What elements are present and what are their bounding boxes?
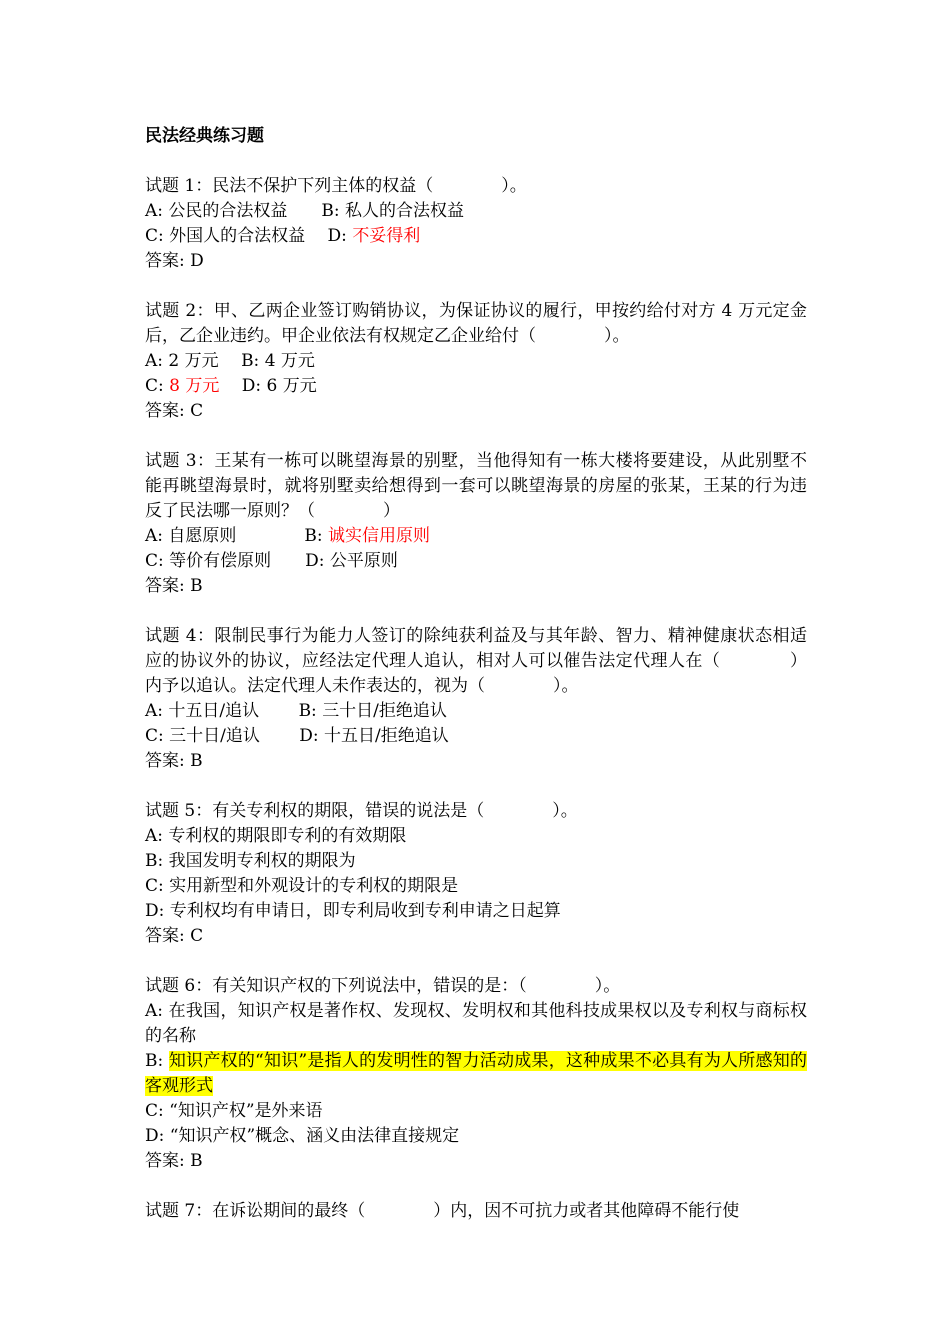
highlighted-option-text: 知识产权的“知识”是指人的发明性的智力活动成果，这种成果不必具有为人所感知的客观形式 xyxy=(145,1051,808,1096)
option-text-red: 诚实信用原则 xyxy=(328,526,431,546)
question-5 xyxy=(145,799,807,949)
answer-line: 答案: B xyxy=(145,751,203,771)
options-row xyxy=(145,374,807,399)
option-label: D: xyxy=(305,551,330,571)
option-label: D: xyxy=(327,226,353,246)
option-label: A: xyxy=(145,701,169,721)
options-row xyxy=(145,724,807,749)
document-title: 民法经典练习题 xyxy=(145,126,264,146)
option-text: 公民的合法权益 xyxy=(168,201,288,221)
option-gap xyxy=(219,351,241,371)
question-stem: 试题 4：限制民事行为能力人签订的除纯获利益及与其年龄、智力、精神健康状态相适应的协议外的协议，应经法定代理人追认，相对人可以催告法定代理人在（ ）内予以追认。法定代理人未作表达的，视为（ ）。 xyxy=(145,626,807,696)
question-4 xyxy=(145,624,807,774)
option-label: B: xyxy=(241,351,265,371)
option-text: 2 万元 xyxy=(168,351,219,371)
option-gap xyxy=(219,376,241,396)
option-label: A: xyxy=(145,201,169,221)
option-b xyxy=(145,1049,807,1099)
option-gap xyxy=(259,701,298,721)
option-gap xyxy=(236,526,304,546)
option-text: 外国人的合法权益 xyxy=(169,226,306,246)
answer-line: 答案: D xyxy=(145,251,204,271)
answer-line: 答案: C xyxy=(145,926,204,946)
option-text: 三十日/追认 xyxy=(169,726,260,746)
question-stem: 试题 3：王某有一栋可以眺望海景的别墅，当他得知有一栋大楼将要建设，从此别墅不能再眺望海景时，就将别墅卖给想得到一套可以眺望海景的房屋的张某，王某的行为违反了民法哪一原则？（ ） xyxy=(145,451,807,521)
options-row xyxy=(145,549,807,574)
option-text: 十五日/追认 xyxy=(168,701,260,721)
question-2 xyxy=(145,299,807,424)
option-label: B: xyxy=(321,201,346,221)
option-label: B: xyxy=(145,1051,169,1071)
answer-line: 答案: C xyxy=(145,401,204,421)
option-text-red: 8 万元 xyxy=(169,376,220,396)
option-label: C: xyxy=(145,726,170,746)
answer-line: 答案: B xyxy=(145,576,203,596)
option-gap xyxy=(260,726,299,746)
option-text: 自愿原则 xyxy=(168,526,237,546)
option-gap xyxy=(305,226,327,246)
option-text: 6 万元 xyxy=(266,376,317,396)
question-1 xyxy=(145,174,807,274)
option-a: A: 在我国，知识产权是著作权、发现权、发明权和其他科技成果权以及专利权与商标权的名称 xyxy=(145,1001,807,1046)
option-text: 等价有偿原则 xyxy=(169,551,272,571)
option-text: 私人的合法权益 xyxy=(345,201,465,221)
question-stem: 试题 2：甲、乙两企业签订购销协议，为保证协议的履行，甲按约给付对方 4 万元定金后，乙企业违约。甲企业依法有权规定乙企业给付（ ）。 xyxy=(145,301,807,346)
options-row xyxy=(145,224,807,249)
option-a: A: 专利权的期限即专利的有效期限 xyxy=(145,826,407,846)
option-b: B: 我国发明专利权的期限为 xyxy=(145,851,356,871)
option-label: A: xyxy=(145,351,169,371)
option-label: C: xyxy=(145,226,170,246)
option-text: 公平原则 xyxy=(329,551,398,571)
options-row xyxy=(145,699,807,724)
option-label: C: xyxy=(145,551,170,571)
option-gap xyxy=(287,201,321,221)
option-label: B: xyxy=(298,701,323,721)
option-d: D: 专利权均有申请日，即专利局收到专利申请之日起算 xyxy=(145,901,561,921)
option-label: D: xyxy=(299,726,325,746)
option-text: 4 万元 xyxy=(264,351,315,371)
option-label: B: xyxy=(304,526,329,546)
option-text: 十五日/拒绝追认 xyxy=(324,726,449,746)
answer-line: 答案: B xyxy=(145,1151,203,1171)
options-row xyxy=(145,349,807,374)
option-text: 三十日/拒绝追认 xyxy=(322,701,447,721)
question-6 xyxy=(145,974,807,1174)
question-stem: 试题 5：有关专利权的期限，错误的说法是（ ）。 xyxy=(145,801,578,821)
option-label: A: xyxy=(145,526,169,546)
options-row xyxy=(145,524,807,549)
document-content xyxy=(145,124,807,1249)
question-7 xyxy=(145,1199,807,1224)
option-label: C: xyxy=(145,376,170,396)
option-d: D: “知识产权”概念、涵义由法律直接规定 xyxy=(145,1126,460,1146)
options-row xyxy=(145,199,807,224)
question-stem: 试题 7：在诉讼期间的最终（ ）内，因不可抗力或者其他障碍不能行使 xyxy=(145,1201,740,1221)
option-c: C: “知识产权”是外来语 xyxy=(145,1101,323,1121)
question-stem: 试题 6：有关知识产权的下列说法中，错误的是：（ ）。 xyxy=(145,976,621,996)
option-gap xyxy=(271,551,305,571)
question-stem: 试题 1：民法不保护下列主体的权益（ ）。 xyxy=(145,176,527,196)
option-text-red: 不妥得利 xyxy=(352,226,421,246)
option-c: C: 实用新型和外观设计的专利权的期限是 xyxy=(145,876,459,896)
option-label: D: xyxy=(241,376,267,396)
question-3 xyxy=(145,449,807,599)
